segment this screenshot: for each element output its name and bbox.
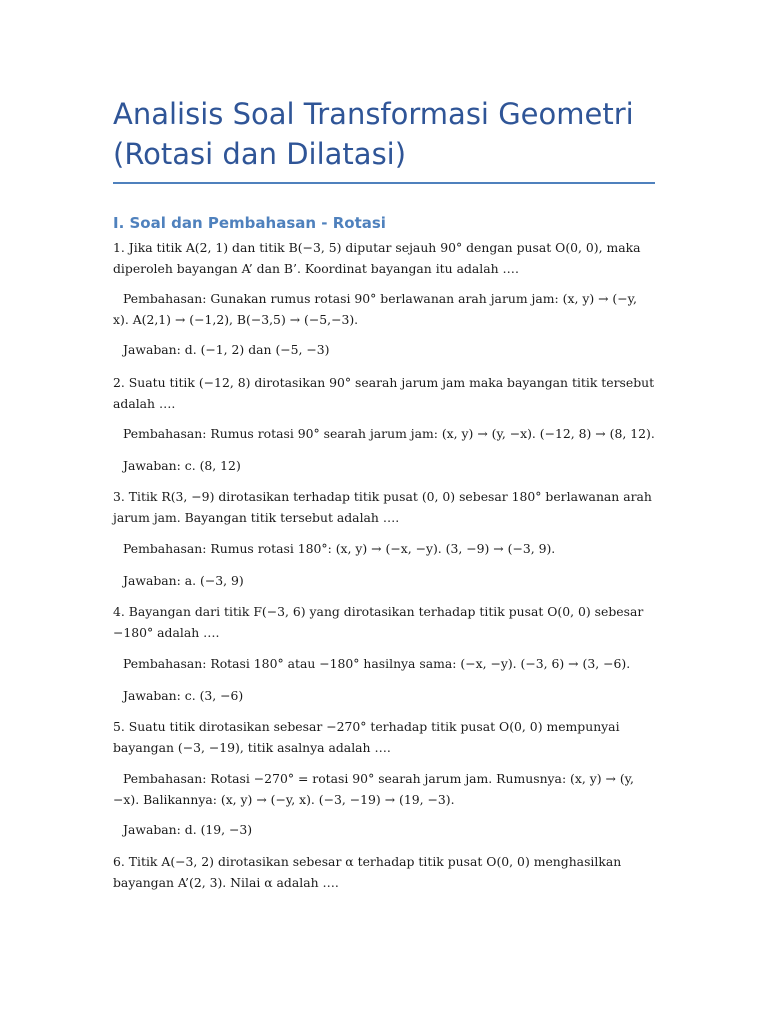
question-2: 2. Suatu titik (−12, 8) dirotasikan 90° searah jarum jam maka bayangan titik tersebut adalah …. (113, 375, 655, 411)
discussion-1: Pembahasan: Gunakan rumus rotasi 90° berlawanan arah jarum jam: (x, y) → (−y, x). A(2,1) → (−1,2), B(−3,5) → (−5,−3). (113, 291, 637, 327)
title-underline (113, 182, 655, 184)
discussion-2: Pembahasan: Rumus rotasi 90° searah jarum jam: (x, y) → (y, −x). (−12, 8) → (8, 12). (123, 426, 655, 441)
document-title-line-1: Analisis Soal Transformasi Geometri (113, 97, 634, 131)
discussion-3: Pembahasan: Rumus rotasi 180°: (x, y) → (−x, −y). (3, −9) → (−3, 9). (123, 541, 556, 556)
document-title (113, 94, 655, 174)
discussion-5: Pembahasan: Rotasi −270° = rotasi 90° searah jarum jam. Rumusnya: (x, y) → (y, −x). Balikannya: (x, y) → (−y, x). (−3, −19) → (19, −3). (113, 771, 634, 807)
document-page (113, 94, 655, 890)
question-4: 4. Bayangan dari titik F(−3, 6) yang dirotasikan terhadap titik pusat O(0, 0) sebesar −180° adalah …. (113, 604, 644, 640)
answer-4: Jawaban: c. (3, −6) (123, 688, 244, 703)
answer-2: Jawaban: c. (8, 12) (123, 458, 241, 473)
question-6: 6. Titik A(−3, 2) dirotasikan sebesar α terhadap titik pusat O(0, 0) menghasilkan bayangan A’(2, 3). Nilai α adalah …. (113, 854, 622, 890)
discussion-4: Pembahasan: Rotasi 180° atau −180° hasilnya sama: (−x, −y). (−3, 6) → (3, −6). (123, 656, 631, 671)
question-5: 5. Suatu titik dirotasikan sebesar −270° terhadap titik pusat O(0, 0) mempunyai bayangan (−3, −19), titik asalnya adalah …. (113, 719, 620, 755)
document-title-line-2: (Rotasi dan Dilatasi) (113, 137, 407, 171)
answer-1: Jawaban: d. (−1, 2) dan (−5, −3) (123, 342, 330, 357)
question-3: 3. Titik R(3, −9) dirotasikan terhadap titik pusat (0, 0) sebesar 180° berlawanan arah jarum jam. Bayangan titik tersebut adalah …. (113, 489, 652, 525)
question-1: 1. Jika titik A(2, 1) dan titik B(−3, 5) diputar sejauh 90° dengan pusat O(0, 0), maka diperoleh bayangan A’ dan B’. Koordinat bayangan itu adalah …. (113, 240, 641, 276)
answer-3: Jawaban: a. (−3, 9) (123, 573, 244, 588)
answer-5: Jawaban: d. (19, −3) (123, 822, 253, 837)
section-heading-rotasi: I. Soal dan Pembahasan - Rotasi (113, 214, 386, 232)
